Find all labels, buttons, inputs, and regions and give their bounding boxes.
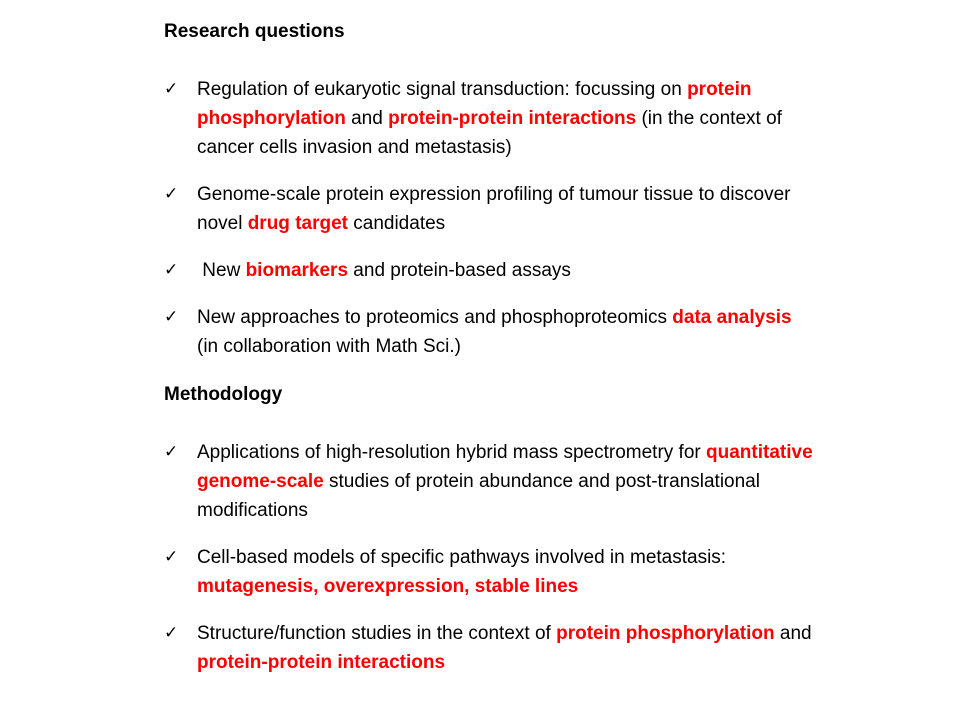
text-segment: (in collaboration with Math Sci.) [197, 336, 461, 357]
checkmark-icon: ✓ [164, 307, 179, 327]
highlighted-term: drug target [247, 213, 348, 234]
text-segment: New [197, 260, 246, 281]
list-item [164, 619, 814, 677]
bullet-list [164, 75, 814, 361]
list-item-text [197, 442, 813, 521]
checkmark-icon: ✓ [164, 547, 179, 567]
text-segment: Regulation of eukaryotic signal transduction: focussing on [197, 79, 688, 100]
highlighted-term: quantitative genome-scale [197, 442, 813, 492]
list-item-text [197, 260, 571, 281]
checkmark-icon: ✓ [164, 442, 179, 462]
list-item [164, 438, 814, 525]
highlighted-term: mutagenesis, overexpression, stable lines [197, 576, 579, 597]
section-heading: Research questions [164, 21, 345, 42]
highlighted-term: protein-protein interactions [197, 652, 446, 673]
text-segment: Genome-scale protein expression profiling of tumour tissue to discover novel [197, 184, 791, 234]
section-methodology [164, 383, 814, 677]
text-segment: Structure/function studies in the context of [197, 623, 557, 644]
list-item-text [197, 184, 791, 234]
section-heading: Methodology [164, 384, 283, 405]
list-item [164, 256, 814, 285]
highlighted-term: protein-protein interactions [388, 108, 637, 129]
list-item-text [197, 623, 812, 673]
highlighted-term: protein phosphorylation [556, 623, 775, 644]
list-item-text [197, 547, 726, 597]
text-segment: and [345, 108, 389, 129]
checkmark-icon: ✓ [164, 79, 179, 99]
list-item [164, 303, 814, 361]
text-segment: and [774, 623, 812, 644]
text-segment: Cell-based models of specific pathways involved in metastasis: [197, 547, 727, 568]
text-segment: and protein-based assays [348, 260, 571, 281]
list-item [164, 543, 814, 601]
checkmark-icon: ✓ [164, 260, 179, 280]
text-segment: candidates [347, 213, 446, 234]
highlighted-term: data analysis [672, 307, 792, 328]
slide-content [164, 20, 814, 677]
bullet-list [164, 438, 814, 677]
list-item-text [197, 307, 792, 357]
text-segment: studies of protein abundance and post-translational modifications [197, 471, 760, 521]
text-segment: New approaches to proteomics and phosphoproteomics [197, 307, 673, 328]
highlighted-term: biomarkers [245, 260, 349, 281]
text-segment: (in the context of cancer cells invasion and metastasis) [197, 108, 782, 158]
text-segment: Applications of high-resolution hybrid mass spectrometry for [197, 442, 707, 463]
list-item [164, 180, 814, 238]
highlighted-term: protein phosphorylation [197, 79, 752, 129]
checkmark-icon: ✓ [164, 623, 179, 643]
list-item-text [197, 79, 782, 158]
list-item [164, 75, 814, 162]
checkmark-icon: ✓ [164, 184, 179, 204]
section-research-questions [164, 20, 814, 361]
